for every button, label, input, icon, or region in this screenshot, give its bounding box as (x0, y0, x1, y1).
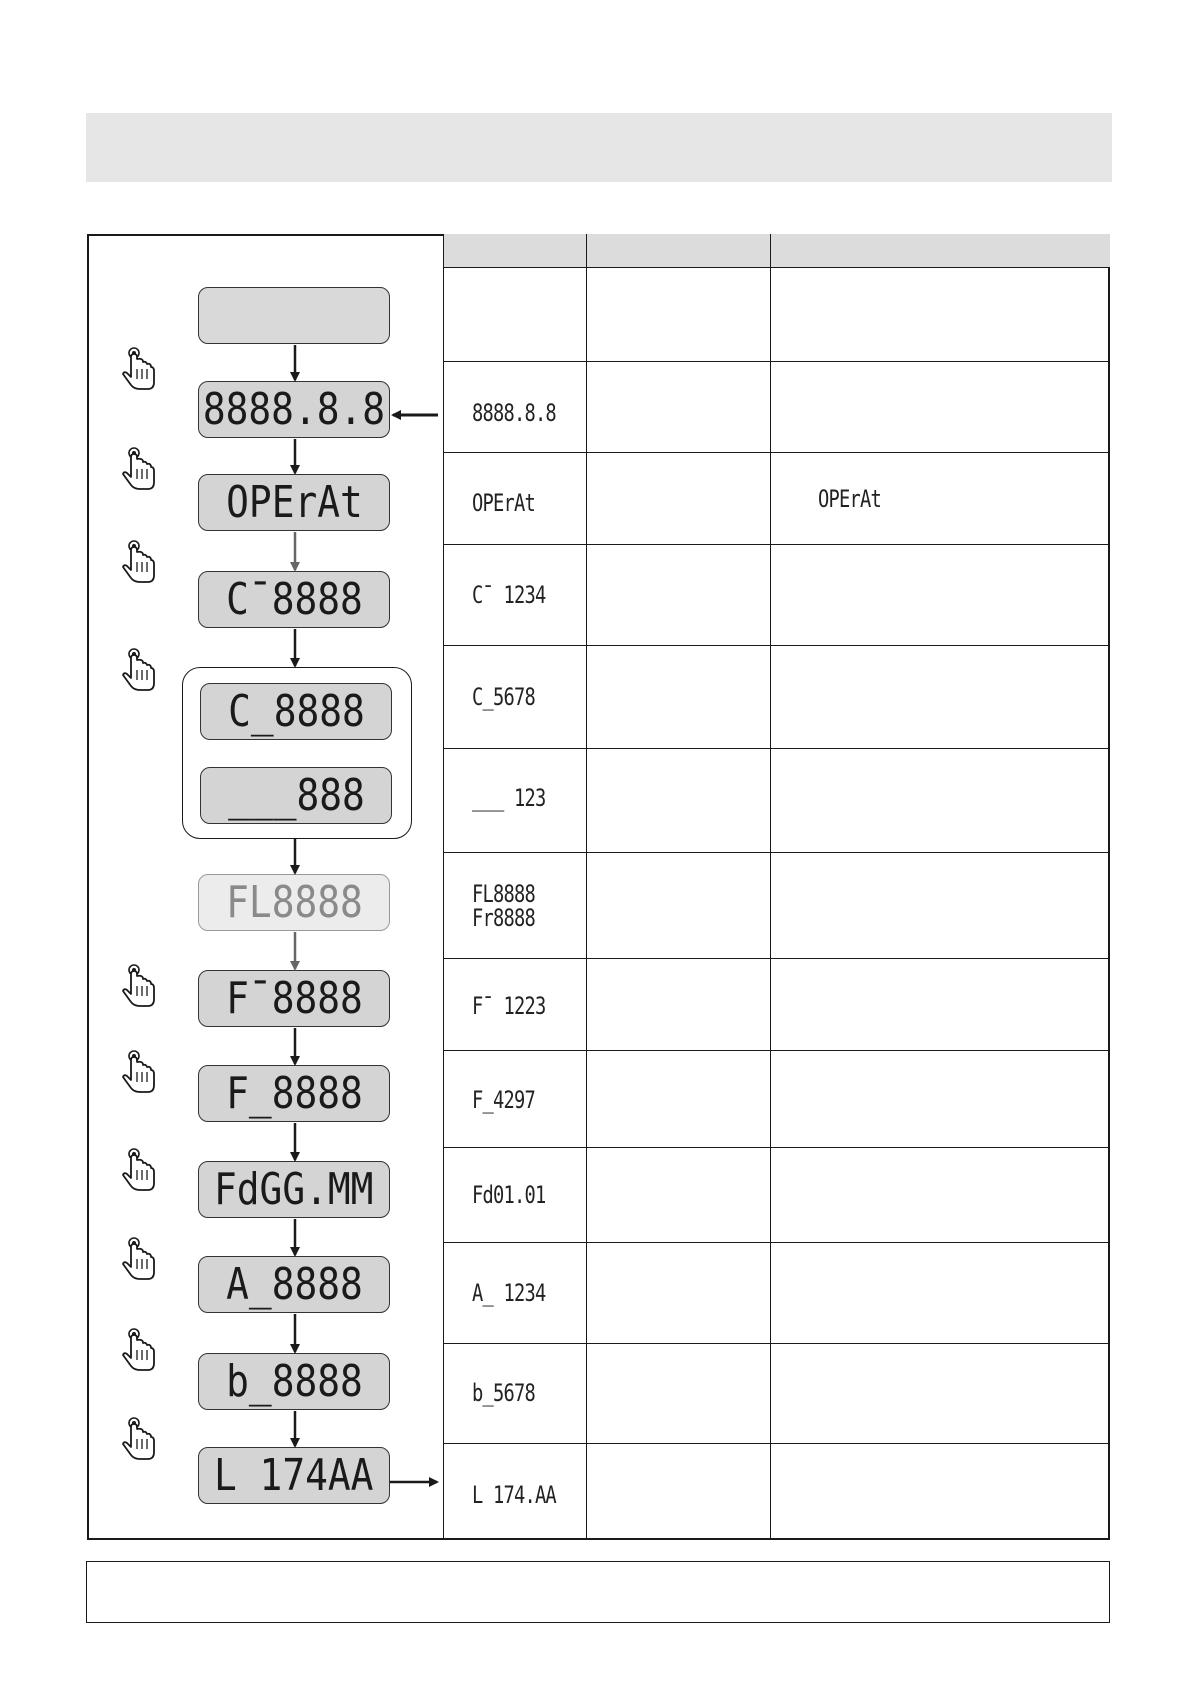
table-code-cell: F¯ 1223 (472, 992, 546, 1020)
table-code-cell: b_5678 (472, 1379, 535, 1407)
lcd-display-dashes: ___888 (200, 767, 392, 824)
hand-press-icon (123, 448, 154, 489)
lcd-display-c-upper: C¯8888 (198, 571, 390, 628)
table-code-cell: L 174.AA (472, 1481, 556, 1509)
hand-press-icon (123, 1051, 154, 1092)
hand-press-icon (123, 965, 154, 1006)
hand-press-icon (123, 541, 154, 582)
lcd-display-l174: L 174AA (198, 1447, 390, 1504)
table-code-cell: C_5678 (472, 683, 535, 711)
hand-press-icon (123, 1238, 154, 1279)
lcd-display-fd-date: FdGG.MM (198, 1161, 390, 1218)
table-code-cell: ___ 123 (472, 784, 546, 812)
note-box (86, 1561, 1110, 1623)
table-code-cell: 8888.8.8 (472, 399, 556, 427)
lcd-display-test: 8888.8.8 (198, 381, 390, 438)
lcd-display-fl: FL8888 (198, 874, 390, 931)
description-code: OPErAt (818, 485, 881, 513)
lcd-display-c-lower: C_8888 (200, 683, 392, 740)
lcd-display-a: A_8888 (198, 1256, 390, 1313)
hand-press-icon (123, 649, 154, 690)
lcd-display-f-upper: F¯8888 (198, 970, 390, 1027)
table-code-cell: A_ 1234 (472, 1279, 546, 1307)
table-code-cell: Fd01.01 (472, 1181, 546, 1209)
lcd-display-f-lower: F_8888 (198, 1065, 390, 1122)
table-code-cell: OPErAt (472, 489, 535, 517)
hand-press-icon (123, 1149, 154, 1190)
table-code-cell: F_4297 (472, 1086, 535, 1114)
lcd-display-b: b_8888 (198, 1353, 390, 1410)
table-code-cell: FL8888 Fr8888 (472, 880, 535, 932)
table-code-cell: C¯ 1234 (472, 581, 546, 609)
hand-press-icon (123, 348, 154, 389)
lcd-display-operat: OPErAt (198, 474, 390, 531)
hand-press-icon (123, 1418, 154, 1459)
hand-press-icon (123, 1329, 154, 1370)
